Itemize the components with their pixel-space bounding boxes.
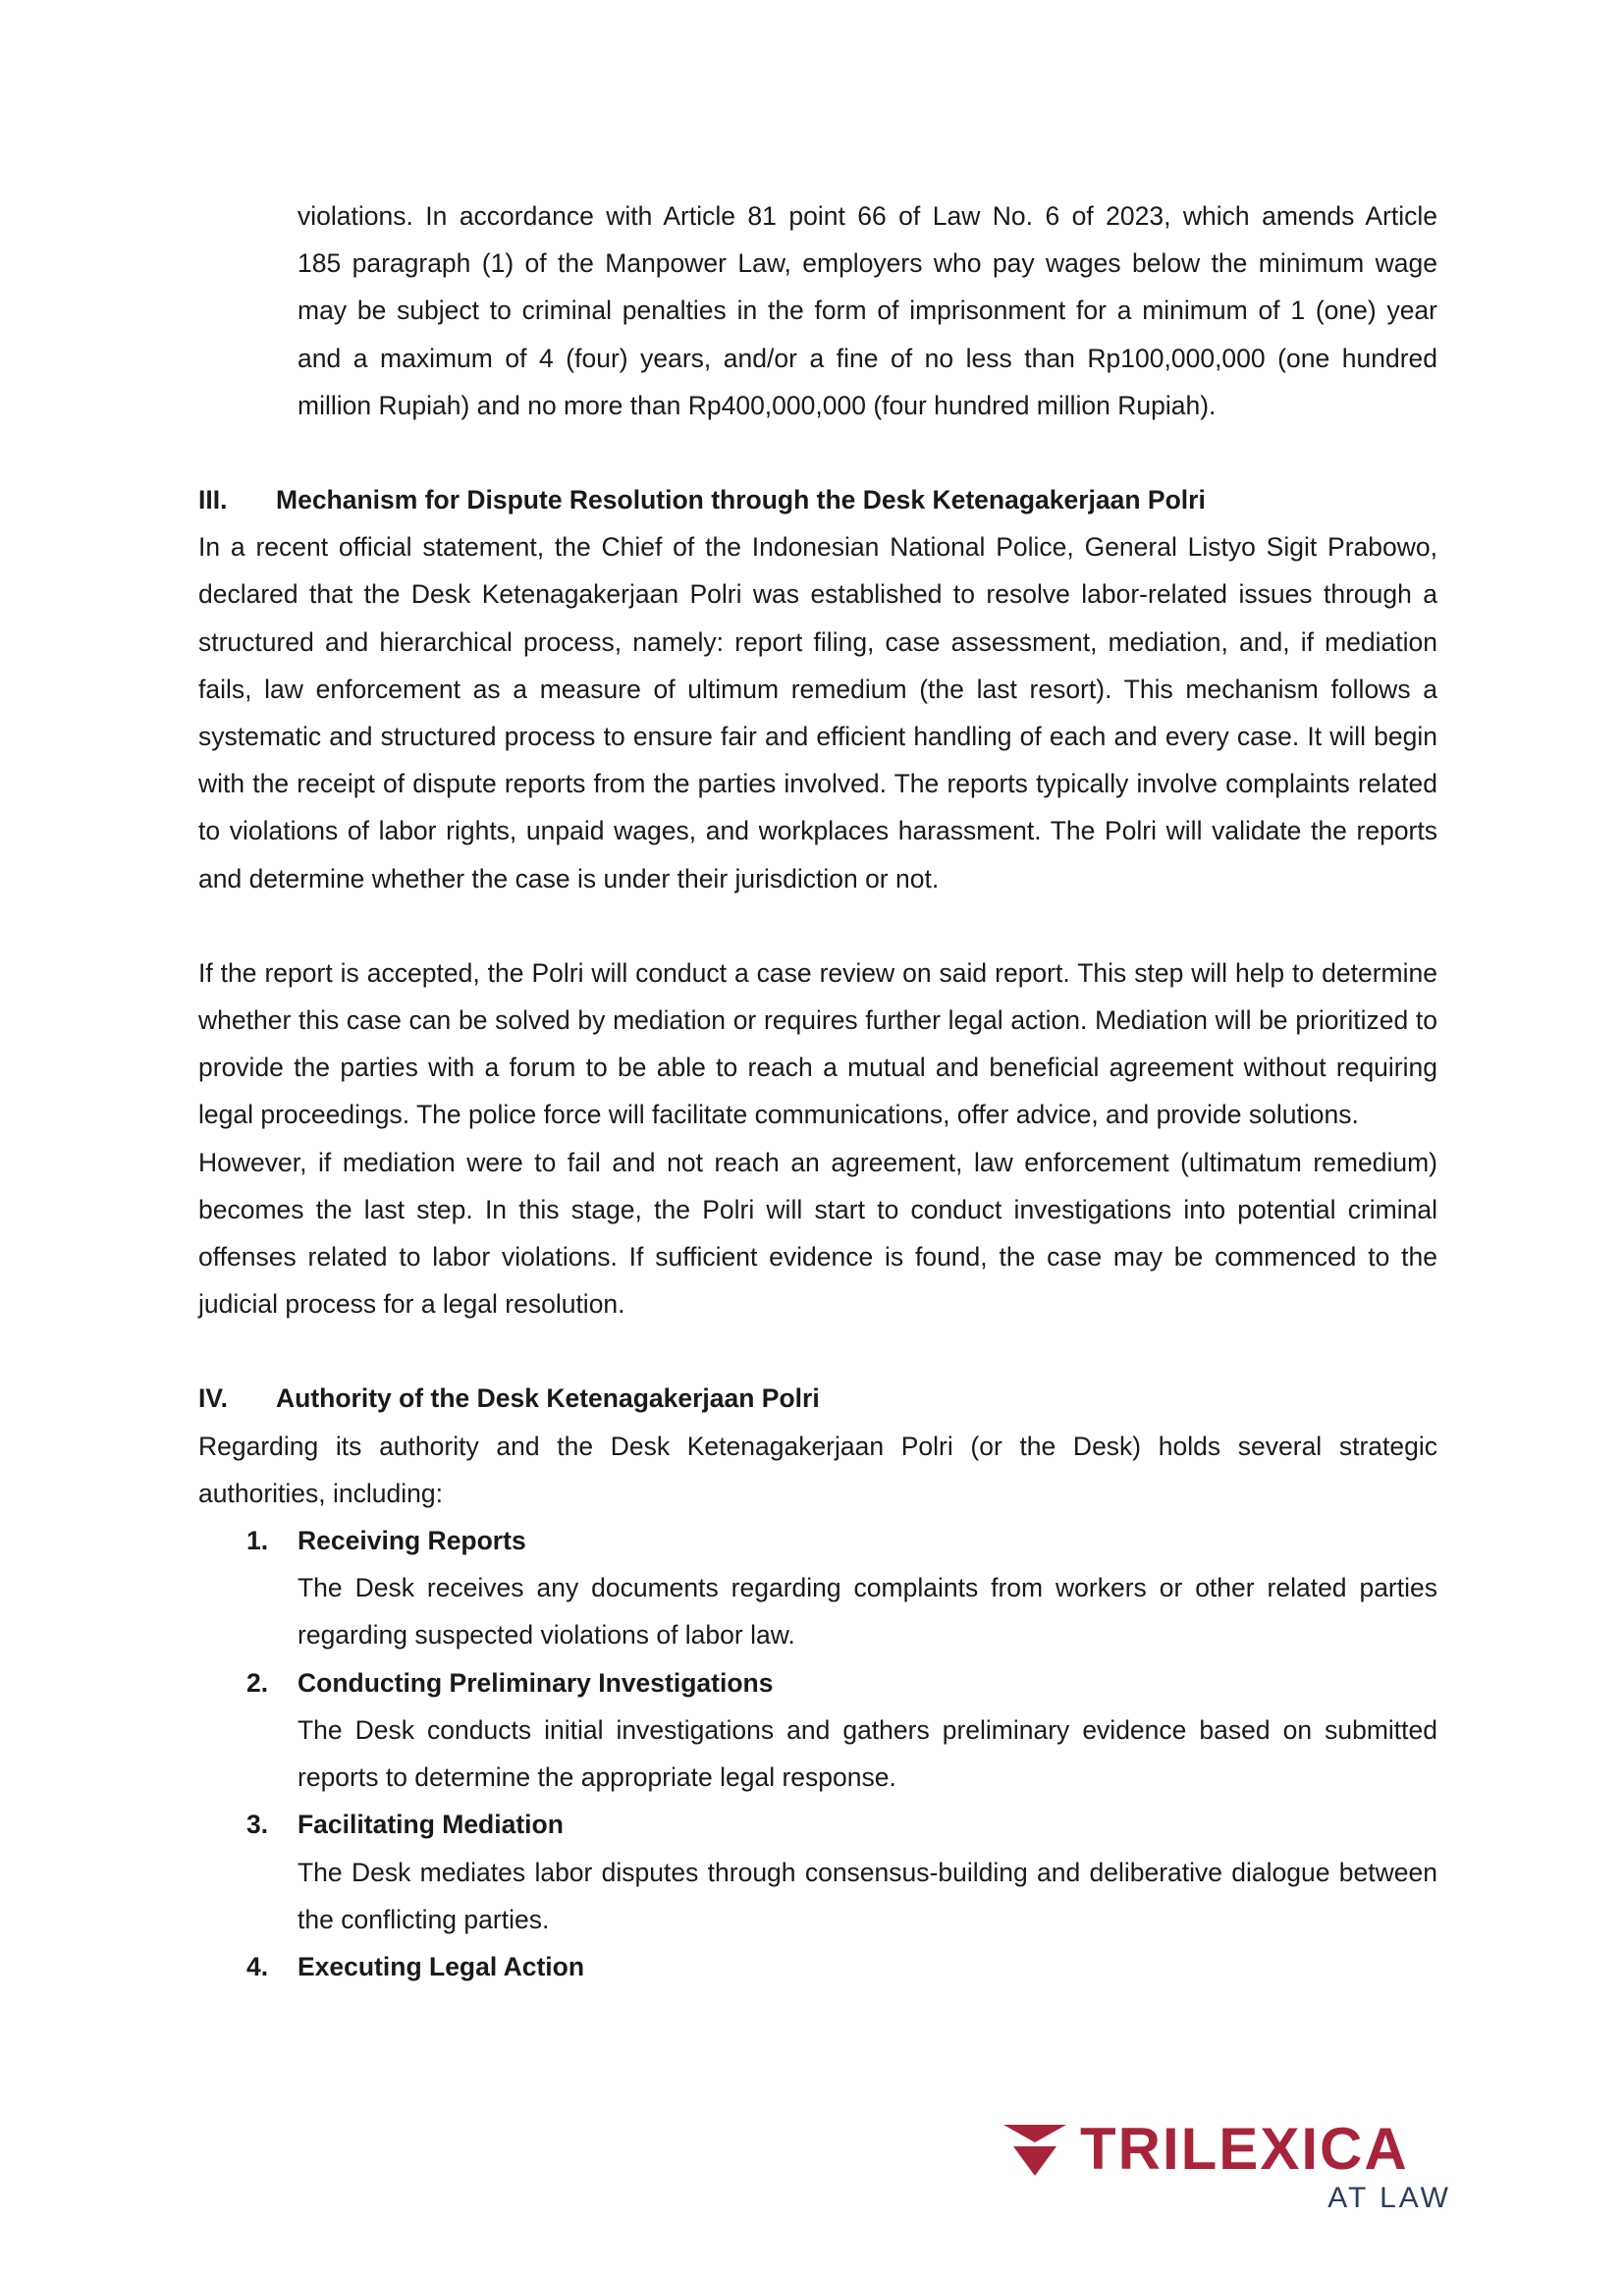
item-number: 2. xyxy=(246,1667,269,1698)
trilexica-logo xyxy=(1003,2116,1455,2217)
item-title: Conducting Preliminary Investigations xyxy=(298,1667,774,1698)
section-heading-iv xyxy=(198,1375,1437,1422)
item-body: The Desk conducts initial investigations and gathers preliminary evidence based on submitted reports to determine the appropriate legal response. xyxy=(298,1714,1437,1793)
item-body: The Desk receives any documents regarding complaints from workers or other related parties regarding suspected violations of labor law. xyxy=(298,1573,1437,1651)
section-title: Authority of the Desk Ketenagakerjaan Polri xyxy=(276,1383,820,1414)
section-iv-intro: Regarding its authority and the Desk Ketenagakerjaan Polri (or the Desk) holds several strategic authorities, including: xyxy=(198,1431,1437,1508)
section-iii-paragraph-2: If the report is accepted, the Polri will conduct a case review on said report. This step will help to determine whether this case can be solved by mediation or requires further legal action. Mediation will be prioritized to provide the parties with a forum to be able to reach a mutual and beneficial agreement without requiring legal proceedings. The police force will facilitate communications, offer advice, and provide solutions. xyxy=(198,957,1437,1130)
section-title: Mechanism for Dispute Resolution through the Desk Ketenagakerjaan Polri xyxy=(276,485,1206,515)
item-title: Executing Legal Action xyxy=(298,1951,585,1981)
item-number: 4. xyxy=(246,1951,269,1981)
list-item xyxy=(198,1801,1437,1943)
list-item xyxy=(198,1659,1437,1802)
section-number: IV. xyxy=(198,1383,228,1414)
intro-line: 185 paragraph (1) of the Manpower Law, employers who pay wages below the minimum wage xyxy=(298,248,1437,279)
intro-line: and a maximum of 4 (four) years, and/or a fine of no less than Rp100,000,000 (one hundred xyxy=(298,343,1437,373)
list-item xyxy=(198,1943,1437,1990)
authority-list xyxy=(198,1517,1437,1990)
item-body: The Desk mediates labor disputes through consensus-building and deliberative dialogue between the conflicting parties. xyxy=(298,1857,1437,1934)
document-page xyxy=(198,192,1437,1990)
item-title: Receiving Reports xyxy=(298,1526,526,1556)
intro-line: million Rupiah) and no more than Rp400,000,000 (four hundred million Rupiah). xyxy=(298,390,1217,420)
item-number: 1. xyxy=(246,1526,269,1556)
section-iii-paragraph-1: In a recent official statement, the Chief of the Indonesian National Police, General Listyo Sigit Prabowo, declared that the Desk Ketenagakerjaan Polri was established to resolve labor-related issues through a structured and hierarchical process, namely: report filing, case assessment, mediation, and, if mediation fails, law enforcement as a measure of ultimum remedium (the last resort). This mechanism follows a systematic and structured process to ensure fair and efficient handling of each and every case. It will begin with the receipt of dispute reports from the parties involved. The reports typically involve complaints related to violations of labor rights, unpaid wages, and workplaces harassment. The Polri will validate the reports and determine whether the case is under their jurisdiction or not. xyxy=(198,532,1437,893)
logo-subtitle: AT LAW xyxy=(1327,2182,1451,2214)
section-iii-paragraph-3: However, if mediation were to fail and not reach an agreement, law enforcement (ultimatum remedium) becomes the last step. In this stage, the Polri will start to conduct investigations into potential criminal offenses related to labor violations. If sufficient evidence is found, the case may be commenced to the judicial process for a legal resolution. xyxy=(198,1147,1437,1320)
intro-paragraph xyxy=(298,192,1437,429)
item-title: Facilitating Mediation xyxy=(298,1810,564,1840)
section-heading-iii xyxy=(198,476,1437,523)
logo-name: TRILEXICA xyxy=(1080,2116,1409,2182)
intro-line: violations. In accordance with Article 81 point 66 of Law No. 6 of 2023, which amends Article xyxy=(298,201,1437,231)
logo-mark-icon xyxy=(1003,2125,1066,2176)
list-item xyxy=(198,1517,1437,1659)
intro-line: may be subject to criminal penalties in the form of imprisonment for a minimum of 1 (one) year xyxy=(298,296,1437,326)
section-number: III. xyxy=(198,485,228,515)
item-number: 3. xyxy=(246,1810,269,1840)
